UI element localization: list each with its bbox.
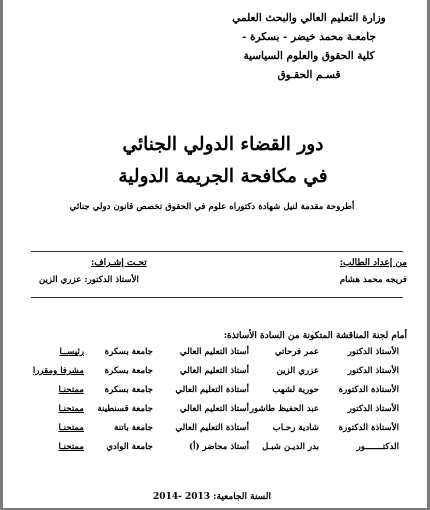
member-name: عبد الحفيظ طاشور bbox=[249, 404, 319, 414]
thesis-title-line2: في مكافحة الجريمة الدولية bbox=[118, 166, 328, 187]
ministry-name: وزارة التعليم العالي والبحث العلمي bbox=[232, 12, 386, 24]
member-name: شادية رحـاب bbox=[272, 423, 319, 433]
faculty-name: كلية الحقوق والعلوم السياسية bbox=[243, 50, 375, 62]
department-name: قسـم الحقـوق bbox=[277, 69, 341, 81]
member-university: جامعة بسكرة bbox=[104, 385, 153, 395]
institution-header bbox=[209, 9, 409, 85]
thesis-title-line1: دور القضاء الدولي الجنائي bbox=[122, 134, 324, 155]
committee-member-row bbox=[27, 347, 399, 361]
member-rank: أستاذ التعليم العالي bbox=[179, 404, 249, 414]
member-role: ممتحنـا bbox=[58, 423, 84, 433]
member-title: الأستاذ الدكتور bbox=[347, 366, 399, 376]
thesis-subtitle: أطروحة مقدمة لنيل شهادة دكتوراه علوم في الحقوق تخصص قانون دولي جنائي bbox=[69, 202, 355, 212]
committee-member-row bbox=[27, 423, 399, 437]
supervisor-name: الأستاذ الدكتور: عزري الزين bbox=[39, 275, 139, 285]
member-role: مشرفا ومقررا bbox=[32, 366, 84, 376]
divider-top bbox=[31, 251, 403, 252]
member-name: حورية لشهب bbox=[272, 385, 319, 395]
committee-member-row bbox=[27, 385, 399, 399]
committee-member-row bbox=[27, 366, 399, 380]
member-title: الدكتـــــــور bbox=[356, 442, 399, 452]
member-role: ممتحنـا bbox=[58, 385, 84, 395]
committee-member-row bbox=[27, 404, 399, 418]
member-name: عمر فرحاتي bbox=[274, 347, 319, 357]
divider-bottom bbox=[31, 297, 403, 298]
member-role: رئيســا bbox=[59, 347, 84, 357]
member-university: جامعة الوادي bbox=[106, 442, 153, 452]
student-label: من إعداد الطالب: bbox=[339, 258, 407, 268]
committee-title: أمام لجنة المناقشة المتكونة من السادة الأساتذة: bbox=[223, 331, 407, 341]
member-rank: أستاذ التعليم العالي bbox=[179, 366, 249, 376]
member-role: ممتحنـا bbox=[58, 442, 84, 452]
university-name: جامعـة محمد خيضر - بسكرة - bbox=[241, 31, 376, 43]
member-name: عزري الزين bbox=[276, 366, 319, 376]
member-title: الأستاذ الدكتور bbox=[347, 347, 399, 357]
member-rank: أستاذ التعليم العالي bbox=[179, 347, 249, 357]
member-rank: أستاذة التعليم العالي bbox=[175, 385, 249, 395]
committee-member-row bbox=[27, 442, 399, 456]
member-title: الأستاذة الدكتورة bbox=[338, 423, 399, 433]
member-rank: أستاذ محاضر (أ) bbox=[189, 442, 249, 452]
thesis-cover-page bbox=[3, 0, 427, 508]
member-university: جامعة بسكرة bbox=[104, 366, 153, 376]
member-name: بدر الديـن شبـل bbox=[262, 442, 319, 452]
member-rank: أستاذة التعليم العالي bbox=[175, 423, 249, 433]
supervisor-label: تحـت إشـراف: bbox=[91, 258, 147, 268]
member-university: جامعة بسكرة bbox=[104, 347, 153, 357]
member-university: جامعة قسنطينة bbox=[97, 404, 153, 414]
academic-year: السنة الجامعية: 2013 -2014 bbox=[153, 492, 271, 502]
member-title: الأستاذة الدكتورة bbox=[338, 385, 399, 395]
member-university: جامعة باتنة bbox=[114, 423, 153, 433]
member-title: الأستاذ الدكتور bbox=[347, 404, 399, 414]
student-name: فريجه محمد هشام bbox=[339, 275, 407, 285]
member-role: ممتحنـا bbox=[58, 404, 84, 414]
